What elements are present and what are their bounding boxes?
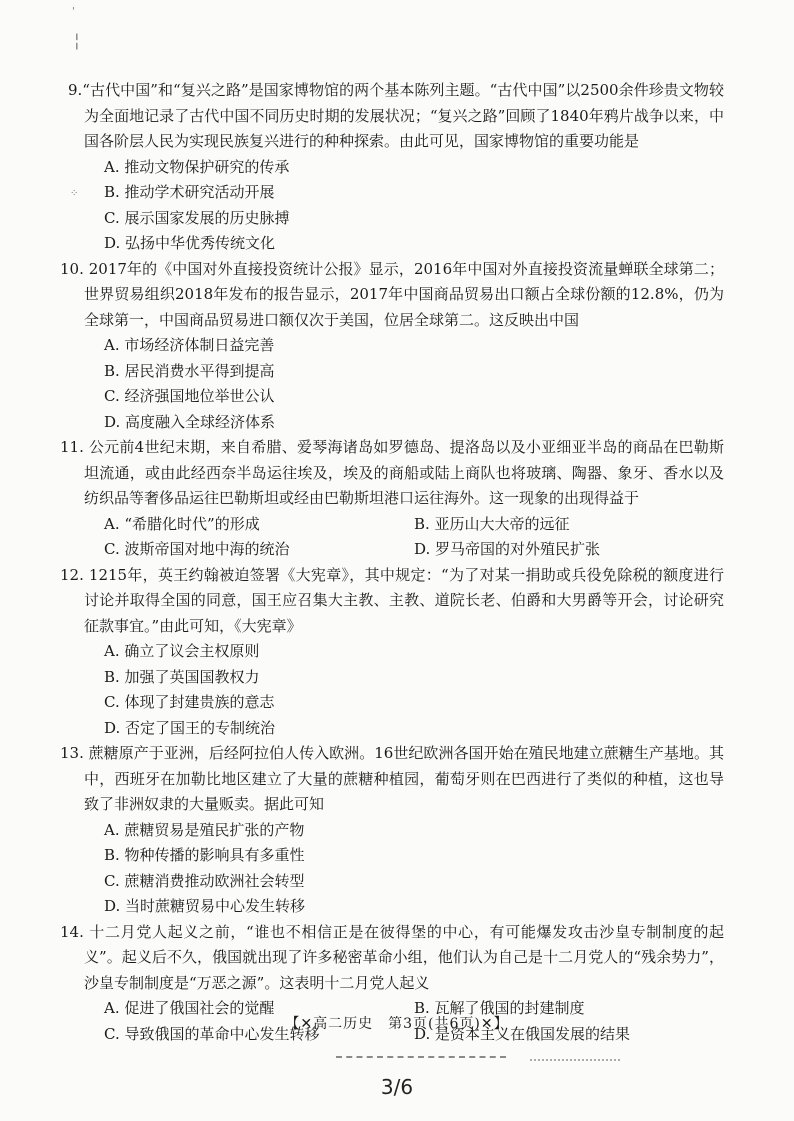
question-13 xyxy=(60,741,724,920)
options xyxy=(84,155,724,257)
option-d[interactable]: D. 弘扬中华优秀传统文化 xyxy=(104,234,276,252)
options xyxy=(84,333,724,435)
question-list xyxy=(60,78,724,1047)
question-9 xyxy=(68,78,724,257)
scan-artifact xyxy=(530,1059,620,1063)
options xyxy=(84,639,724,741)
question-stem: 13. 蔗糖原产于亚洲，后经阿拉伯人传入欧洲。16世纪欧洲各国开始在殖民地建立蔗糖生产基地。其中，西班牙在加勒比地区建立了大量的蔗糖种植园，葡萄牙则在巴西进行了类似的种植，这也导致了非洲奴隶的大量贩卖。据此可知 xyxy=(60,744,724,813)
question-stem: 10. 2017年的《中国对外直接投资统计公报》显示，2016年中国对外直接投资流量蝉联全球第二；世界贸易组织2018年发布的报告显示，2017年中国商品贸易出口额占全球份额的12.8%，仍为全球第一，中国商品贸易进口额仅次于美国，位居全球第二。这反映出中国 xyxy=(60,259,724,329)
option-d[interactable]: D. 否定了国王的专制统治 xyxy=(104,718,276,737)
scan-mark: ⁘ xyxy=(70,188,79,199)
question-stem: 12. 1215年，英王约翰被迫签署《大宪章》，其中规定：“为了对某一捐助或兵役免除税的额度进行讨论并取得全国的同意，国王应召集大主教、主教、道院长老、伯爵和大男爵等开会，讨论研究征款事宜。”由此可知，《大宪章》 xyxy=(60,565,724,635)
option-c[interactable]: C. 体现了封建贵族的意志 xyxy=(104,693,275,711)
question-10 xyxy=(60,257,724,436)
options xyxy=(84,512,724,563)
question-12 xyxy=(60,563,724,742)
option-b[interactable]: B. 居民消费水平得到提高 xyxy=(104,361,275,380)
option-b[interactable]: B. 物种传播的影响具有多重性 xyxy=(104,846,305,864)
option-d[interactable]: D. 是资本主义在俄国发展的结果 xyxy=(414,1024,631,1043)
option-a[interactable]: A. 推动文物保护研究的传承 xyxy=(104,157,290,176)
options xyxy=(84,818,724,920)
option-a[interactable]: A. 蔗糖贸易是殖民扩张的产物 xyxy=(104,820,305,839)
option-b[interactable]: B. 加强了英国国教权力 xyxy=(104,667,260,686)
option-b[interactable]: B. 瓦解了俄国的封建制度 xyxy=(414,999,585,1017)
option-c[interactable]: C. 蔗糖消费推动欧洲社会转型 xyxy=(104,871,305,890)
page-footer: 【✕高二历史 第3页(共6页)✕】 xyxy=(285,1016,509,1032)
option-a[interactable]: A. “希腊化时代”的形成 xyxy=(104,514,260,533)
scan-mark: ╎ xyxy=(72,32,82,51)
question-stem: 11. 公元前4世纪末期，来自希腊、爱琴海诸岛如罗德岛、提洛岛以及小亚细亚半岛的商品在巴勒斯坦流通，或由此经西奈半岛运往埃及，埃及的商船或陆上商队也将玻璃、陶器、象牙、香水以及纺织品等奢侈品运往巴勒斯坦或经由巴勒斯坦港口运往海外。这一现象的出现得益于 xyxy=(60,438,724,507)
option-a[interactable]: A. 促进了俄国社会的觉醒 xyxy=(104,999,275,1017)
option-a[interactable]: A. 市场经济体制日益完善 xyxy=(104,336,275,354)
option-b[interactable]: B. 推动学术研究活动开展 xyxy=(104,183,275,201)
option-c[interactable]: C. 波斯帝国对地中海的统治 xyxy=(104,540,290,558)
scan-mark: ' xyxy=(72,6,75,17)
option-d[interactable]: D. 高度融入全球经济体系 xyxy=(104,412,276,431)
question-11 xyxy=(60,435,724,563)
option-c[interactable]: C. 导致俄国的革命中心发生转移 xyxy=(104,1024,320,1043)
option-c[interactable]: C. 经济强国地位举世公认 xyxy=(104,387,275,405)
page-number: 3/6 xyxy=(380,1075,414,1099)
question-stem: 9.“古代中国”和“复兴之路”是国家博物馆的两个基本陈列主题。“古代中国”以2500余件珍贵文物较为全面地记录了古代中国不同历史时期的发展状况；“复兴之路”回顾了1840年鸦片战争以来，中国各阶层人民为实现民族复兴进行的种种探索。由此可见，国家博物馆的重要功能是 xyxy=(68,81,724,150)
option-b[interactable]: B. 亚历山大大帝的远征 xyxy=(414,514,570,533)
option-d[interactable]: D. 罗马帝国的对外殖民扩张 xyxy=(414,540,601,558)
scan-artifact xyxy=(336,1056,506,1062)
question-stem: 14. 十二月党人起义之前，“谁也不相信正是在彼得堡的中心，有可能爆发攻击沙皇专制制度的起义”。起义后不久，俄国就出现了许多秘密革命小组，他们认为自己是十二月党人的“残余势力”，沙皇专制制度是“万恶之源”。这表明十二月党人起义 xyxy=(60,922,724,992)
option-c[interactable]: C. 展示国家发展的历史脉搏 xyxy=(104,208,290,227)
option-d[interactable]: D. 当时蔗糖贸易中心发生转移 xyxy=(104,897,306,915)
option-a[interactable]: A. 确立了议会主权原则 xyxy=(104,642,260,660)
